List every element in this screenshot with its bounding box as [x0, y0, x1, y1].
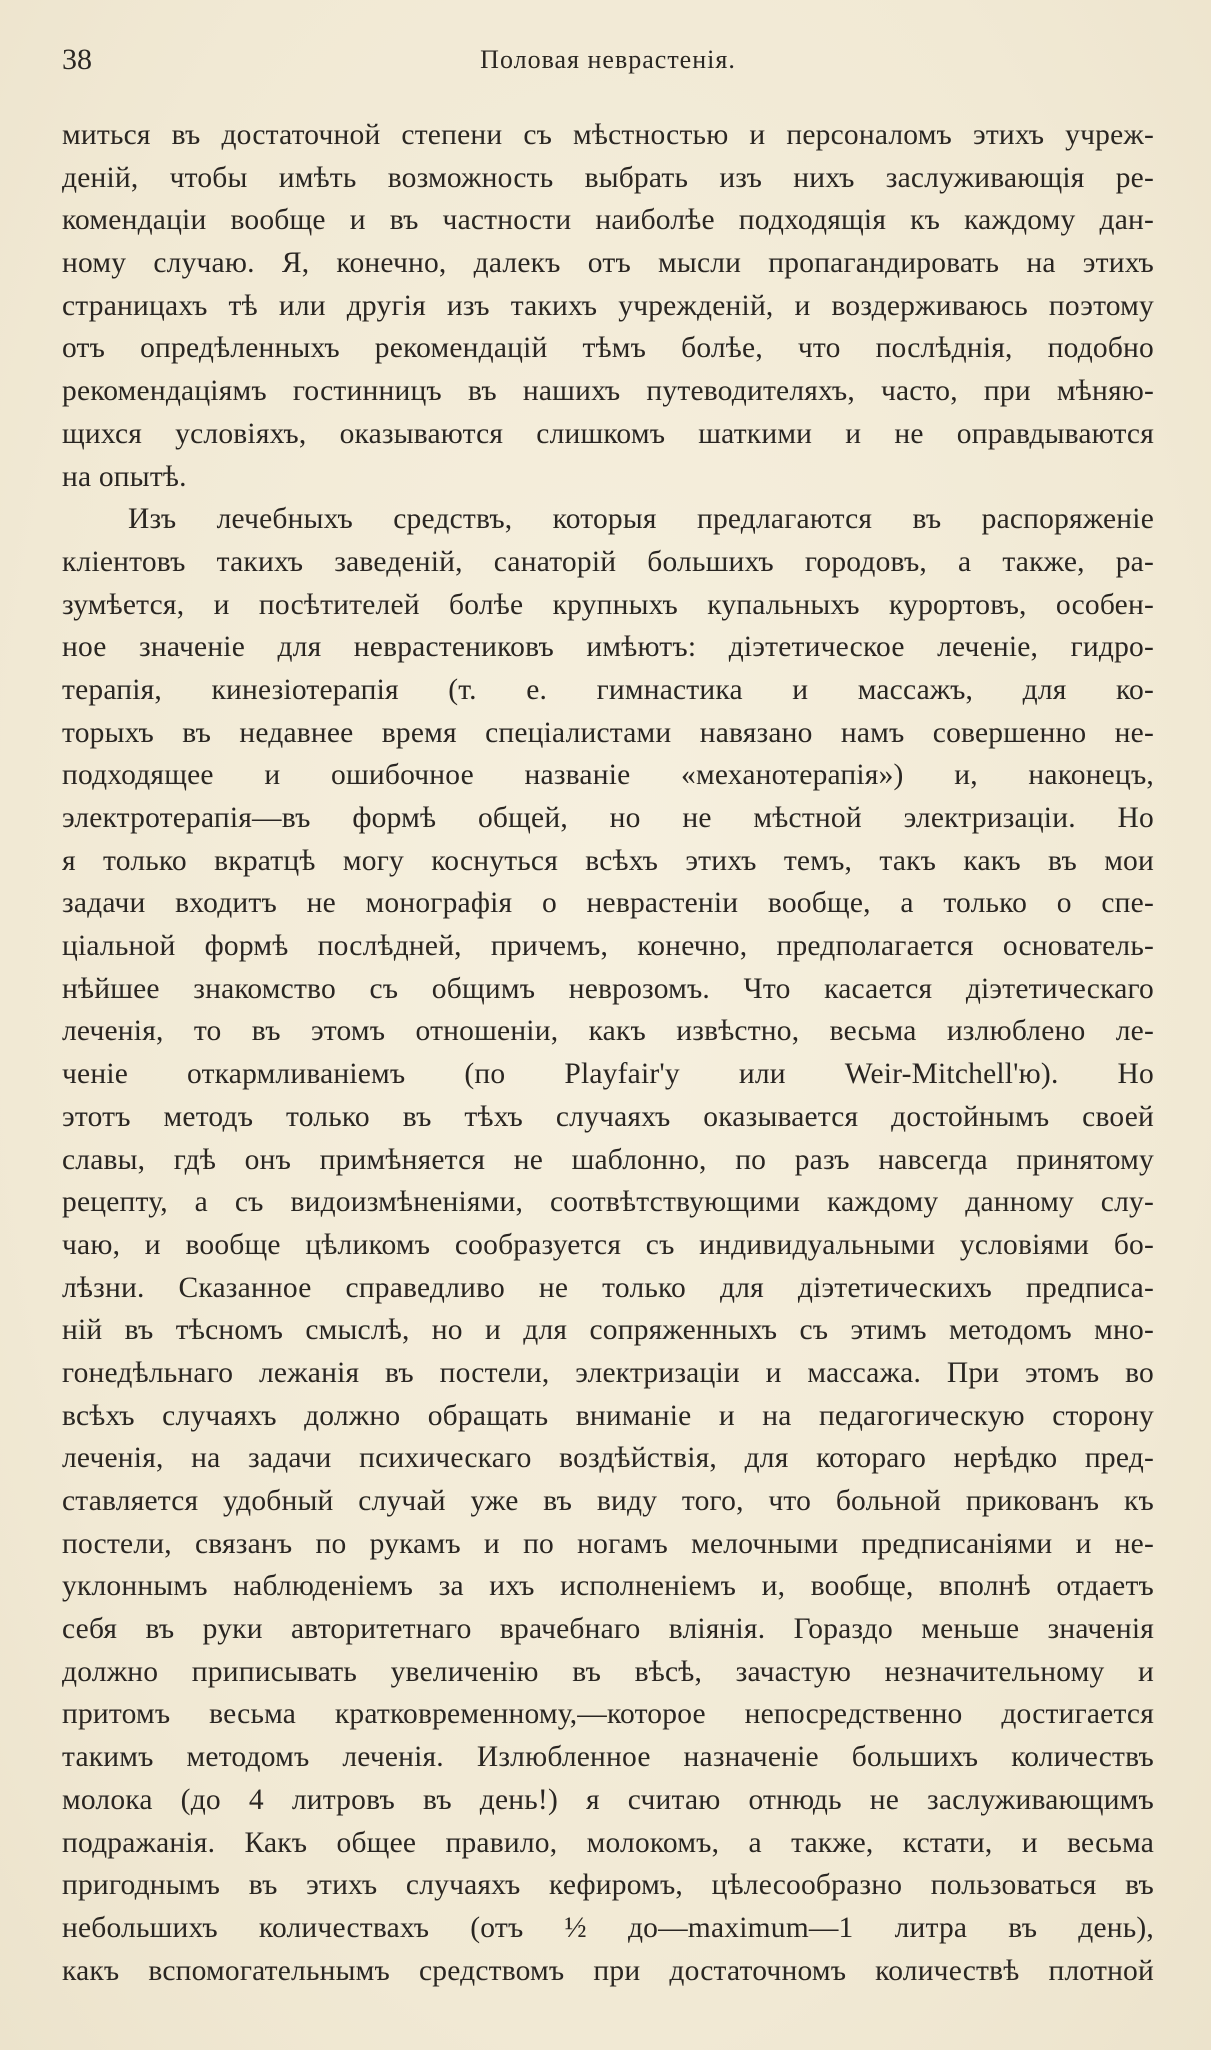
text-line: зумѣется, и посѣтителей болѣе крупныхъ купальныхъ курортовъ, особен- — [62, 588, 1154, 621]
text-line: я только вкратцѣ могу коснуться всѣхъ этихъ темъ, такъ какъ въ мои — [62, 844, 1154, 877]
text-line: притомъ весьма кратковременному,—которое непосредственно достигается — [62, 1698, 1154, 1731]
text-line: на опытѣ. — [62, 460, 187, 493]
text-line: рецепту, а съ видоизмѣненіями, соотвѣтствующими каждому данному слу- — [62, 1186, 1154, 1219]
page-number: 38 — [62, 43, 92, 76]
text-line: подражанія. Какъ общее правило, молокомъ, а также, кстати, и весьма — [62, 1826, 1154, 1859]
text-line: страницахъ тѣ или другія изъ такихъ учрежденій, и воздерживаюсь поэтому — [62, 289, 1154, 322]
text-line: славы, гдѣ онъ примѣняется не шаблонно, по разъ навсегда принятому — [62, 1143, 1154, 1176]
text-line: чаю, и вообще цѣликомъ сообразуется съ индивидуальными условіями бо- — [62, 1228, 1154, 1261]
text-line: какъ вспомогательнымъ средствомъ при достаточномъ количествѣ плотной — [62, 1954, 1154, 1987]
text-line: этотъ методъ только въ тѣхъ случаяхъ оказывается достойнымъ своей — [62, 1100, 1154, 1133]
text-line: молока (до 4 литровъ въ день!) я считаю отнюдь не заслуживающимъ — [62, 1783, 1154, 1816]
text-line: такимъ методомъ леченія. Излюбленное назначеніе большихъ количествъ — [62, 1741, 1154, 1774]
text-line: нѣйшее знакомство съ общимъ неврозомъ. Что касается діэтетическаго — [62, 972, 1154, 1005]
text-line: комендаціи вообще и въ частности наиболѣе подходящія къ каждому дан- — [62, 204, 1154, 237]
body-text — [62, 114, 1154, 1992]
text-line: терапія, кинезіотерапія (т. е. гимнастика и массажъ, для ко- — [62, 673, 1154, 706]
text-line: небольшихъ количествахъ (отъ ½ до—maximum—1 литра въ день), — [62, 1911, 1154, 1944]
paragraph-start-line: Изъ лечебныхъ средствъ, которыя предлагаются въ распоряженіе — [128, 503, 1154, 536]
text-line: лѣзни. Сказанное справедливо не только для діэтетическихъ предписа- — [62, 1271, 1154, 1304]
text-line: ціальной формѣ послѣдней, причемъ, конечно, предполагается основатель- — [62, 930, 1154, 963]
text-line: уклоннымъ наблюденіемъ за ихъ исполненіемъ и, вообще, вполнѣ отдаетъ — [62, 1570, 1154, 1603]
running-head: Половая неврастенія. — [480, 45, 736, 74]
text-line: леченія, на задачи психическаго воздѣйствія, для котораго нерѣдко пред- — [62, 1442, 1154, 1475]
text-line: рекомендаціямъ гостинницъ въ нашихъ путеводителяхъ, часто, при мѣняю- — [62, 375, 1154, 408]
text-line: щихся условіяхъ, оказываются слишкомъ шаткими и не оправдываются — [62, 417, 1154, 450]
text-line: гонедѣльнаго лежанія въ постели, электризаціи и массажа. При этомъ во — [62, 1356, 1154, 1389]
text-line: электротерапія—въ формѣ общей, но не мѣстной электризаціи. Но — [62, 802, 1154, 834]
text-line: ное значеніе для неврастениковъ имѣютъ: діэтетическое леченіе, гидро- — [62, 631, 1154, 664]
text-line: ному случаю. Я, конечно, далекъ отъ мысли пропагандировать на этихъ — [62, 247, 1154, 280]
text-line: отъ опредѣленныхъ рекомендацій тѣмъ болѣе, что послѣднія, подобно — [62, 332, 1154, 365]
text-line: ставляется удобный случай уже въ виду того, что больной прикованъ къ — [62, 1485, 1154, 1517]
text-line: леченія, то въ этомъ отношеніи, какъ извѣстно, весьма излюблено ле- — [62, 1015, 1154, 1048]
text-line: должно приписывать увеличенію въ вѣсѣ, зачастую незначительному и — [62, 1655, 1154, 1688]
text-line: пригоднымъ въ этихъ случаяхъ кефиромъ, цѣлесообразно пользоваться въ — [62, 1869, 1154, 1902]
text-line: кліентовъ такихъ заведеній, санаторій большихъ городовъ, а также, ра- — [62, 545, 1154, 578]
text-line: миться въ достаточной степени съ мѣстностью и персоналомъ этихъ учреж- — [62, 119, 1154, 151]
text-line: постели, связанъ по рукамъ и по ногамъ мелочными предписаніями и не- — [62, 1527, 1154, 1560]
text-line: задачи входитъ не монографія о неврастеніи вообще, а только о спе- — [62, 887, 1154, 920]
text-line: подходящее и ошибочное названіе «механотерапія») и, наконецъ, — [62, 759, 1154, 792]
text-line: себя въ руки авторитетнаго врачебнаго вліянія. Гораздо меньше значенія — [62, 1613, 1154, 1646]
text-line: торыхъ въ недавнее время спеціалистами навязано намъ совершенно не- — [62, 716, 1154, 749]
page-header — [62, 40, 1154, 80]
text-line: деній, чтобы имѣть возможность выбрать изъ нихъ заслуживающія ре- — [62, 161, 1154, 194]
text-line: ній въ тѣсномъ смыслѣ, но и для сопряженныхъ съ этимъ методомъ мно- — [62, 1314, 1154, 1347]
text-line: ченіе откармливаніемъ (по Playfair'у или Weir-Mitchell'ю). Но — [62, 1058, 1154, 1091]
text-line: всѣхъ случаяхъ должно обращать вниманіе и на педагогическую сторону — [62, 1399, 1154, 1432]
